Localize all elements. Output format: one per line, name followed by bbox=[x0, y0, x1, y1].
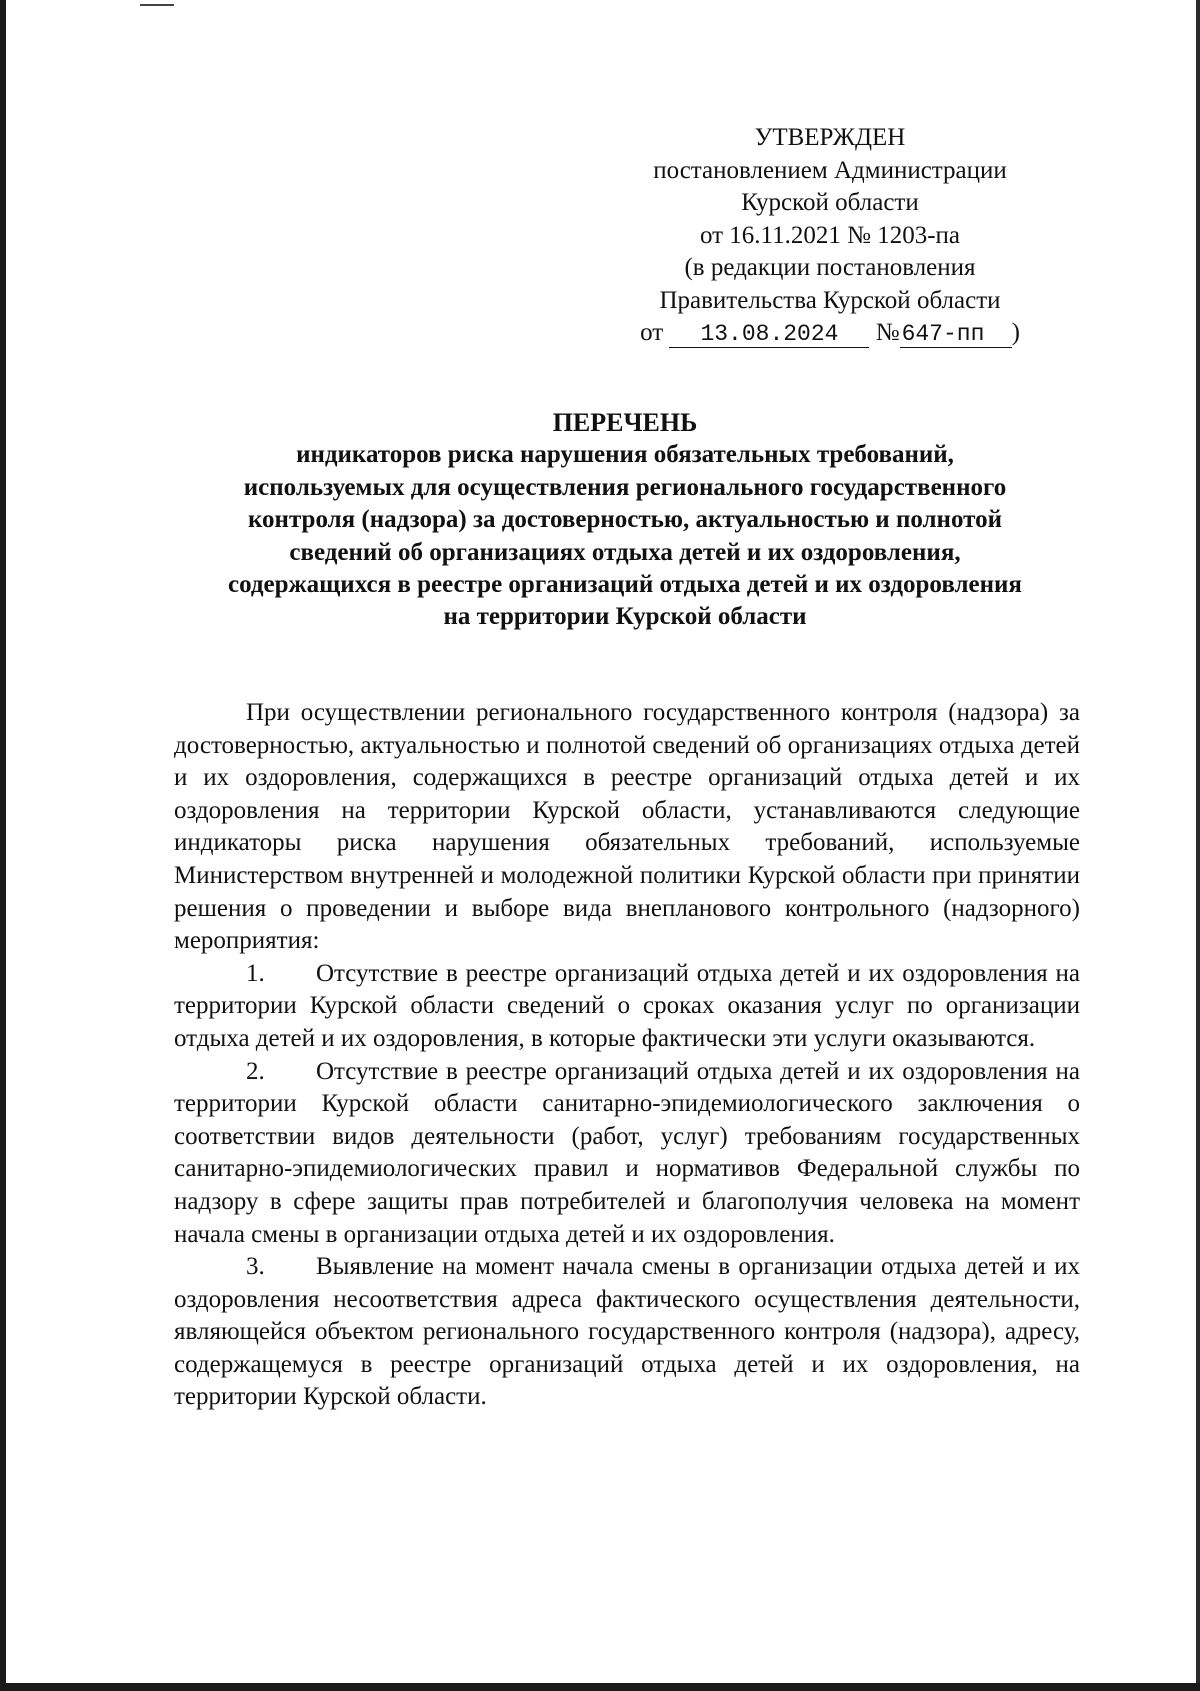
item-text: Отсутствие в реестре организаций отдыха детей и их оздоровления на территории Курской области санитарно-эпидемиологического заключения о соответствии видов деятельности (работ, услуг) требованиям государственных санитарно-эпидемиологических правил и нормативов Федеральной службы по надзору в сфере защиты прав потребителей и благополучия человека на момент начала смены в организации отдыха детей и их оздоровления. bbox=[174, 1057, 1080, 1248]
title-line: сведений об организациях отдыха детей и их оздоровления, bbox=[289, 538, 961, 566]
scan-mark bbox=[140, 4, 174, 6]
title-heading: ПЕРЕЧЕНЬ bbox=[552, 408, 698, 437]
document-title bbox=[170, 407, 1080, 634]
approval-stamp-block bbox=[630, 122, 1030, 350]
approval-line-5: Правительства Курской области bbox=[659, 286, 1001, 314]
revision-number: 647-пп bbox=[900, 321, 1012, 348]
list-item bbox=[174, 1251, 1080, 1414]
list-item bbox=[174, 1056, 1080, 1252]
title-line: содержащихся в реестре организаций отдыха детей и их оздоровления bbox=[228, 571, 1022, 599]
title-line: индикаторов риска нарушения обязательных требований, bbox=[296, 441, 954, 469]
item-number: 3. bbox=[246, 1253, 265, 1281]
title-line: используемых для осуществления регионального государственного bbox=[243, 473, 1007, 501]
list-item bbox=[174, 958, 1080, 1056]
approval-line-4: (в редакции постановления bbox=[684, 254, 976, 281]
approved-label: УТВЕРЖДЕН bbox=[754, 124, 906, 151]
scan-border-right bbox=[1196, 0, 1200, 1691]
item-number: 1. bbox=[246, 959, 265, 987]
title-line: контроля (надзора) за достоверностью, актуальностью и полнотой bbox=[247, 506, 1002, 534]
from-prefix: от bbox=[640, 319, 664, 346]
number-sign: № bbox=[875, 319, 900, 346]
scan-border-left bbox=[0, 0, 6, 1691]
approval-line-1: постановлением Администрации bbox=[653, 156, 1007, 184]
closing-paren: ) bbox=[1011, 319, 1020, 346]
approval-line-3: от 16.11.2021 № 1203-па bbox=[699, 221, 961, 249]
intro-paragraph: При осуществлении регионального государственного контроля (надзора) за достоверностью, актуальностью и полнотой сведений об организациях отдыха детей и их оздоровления, содержащихся в реестре организаций отдыха детей и их оздоровления на территории Курской области, устанавливаются следующие индикаторы риска нарушения обязательных требований, используемые Министерством внутренней и молодежной политики Курской области при принятии решения о проведении и выборе вида внепланового контрольного (надзорного) мероприятия: bbox=[174, 699, 1080, 955]
item-text: Отсутствие в реестре организаций отдыха детей и их оздоровления на территории Курской области сведений о сроках оказания услуг по организации отдыха детей и их оздоровления, в которые фактически эти услуги оказываются. bbox=[174, 959, 1080, 1052]
approval-revision-line bbox=[630, 317, 1030, 350]
revision-date: 13.08.2024 bbox=[669, 321, 869, 348]
title-line: на территории Курской области bbox=[443, 603, 807, 631]
document-body bbox=[174, 697, 1080, 1414]
approval-line-2: Курской области bbox=[741, 189, 919, 216]
item-number: 2. bbox=[246, 1057, 265, 1085]
item-text: Выявление на момент начала смены в организации отдыха детей и их оздоровления несоответствия адреса фактического осуществления деятельности, являющейся объектом регионального государственного контроля (надзора), адресу, содержащемуся в реестре организаций отдыха детей и их оздоровления, на территории Курской области. bbox=[174, 1253, 1080, 1411]
scan-border-bottom bbox=[0, 1683, 1200, 1691]
